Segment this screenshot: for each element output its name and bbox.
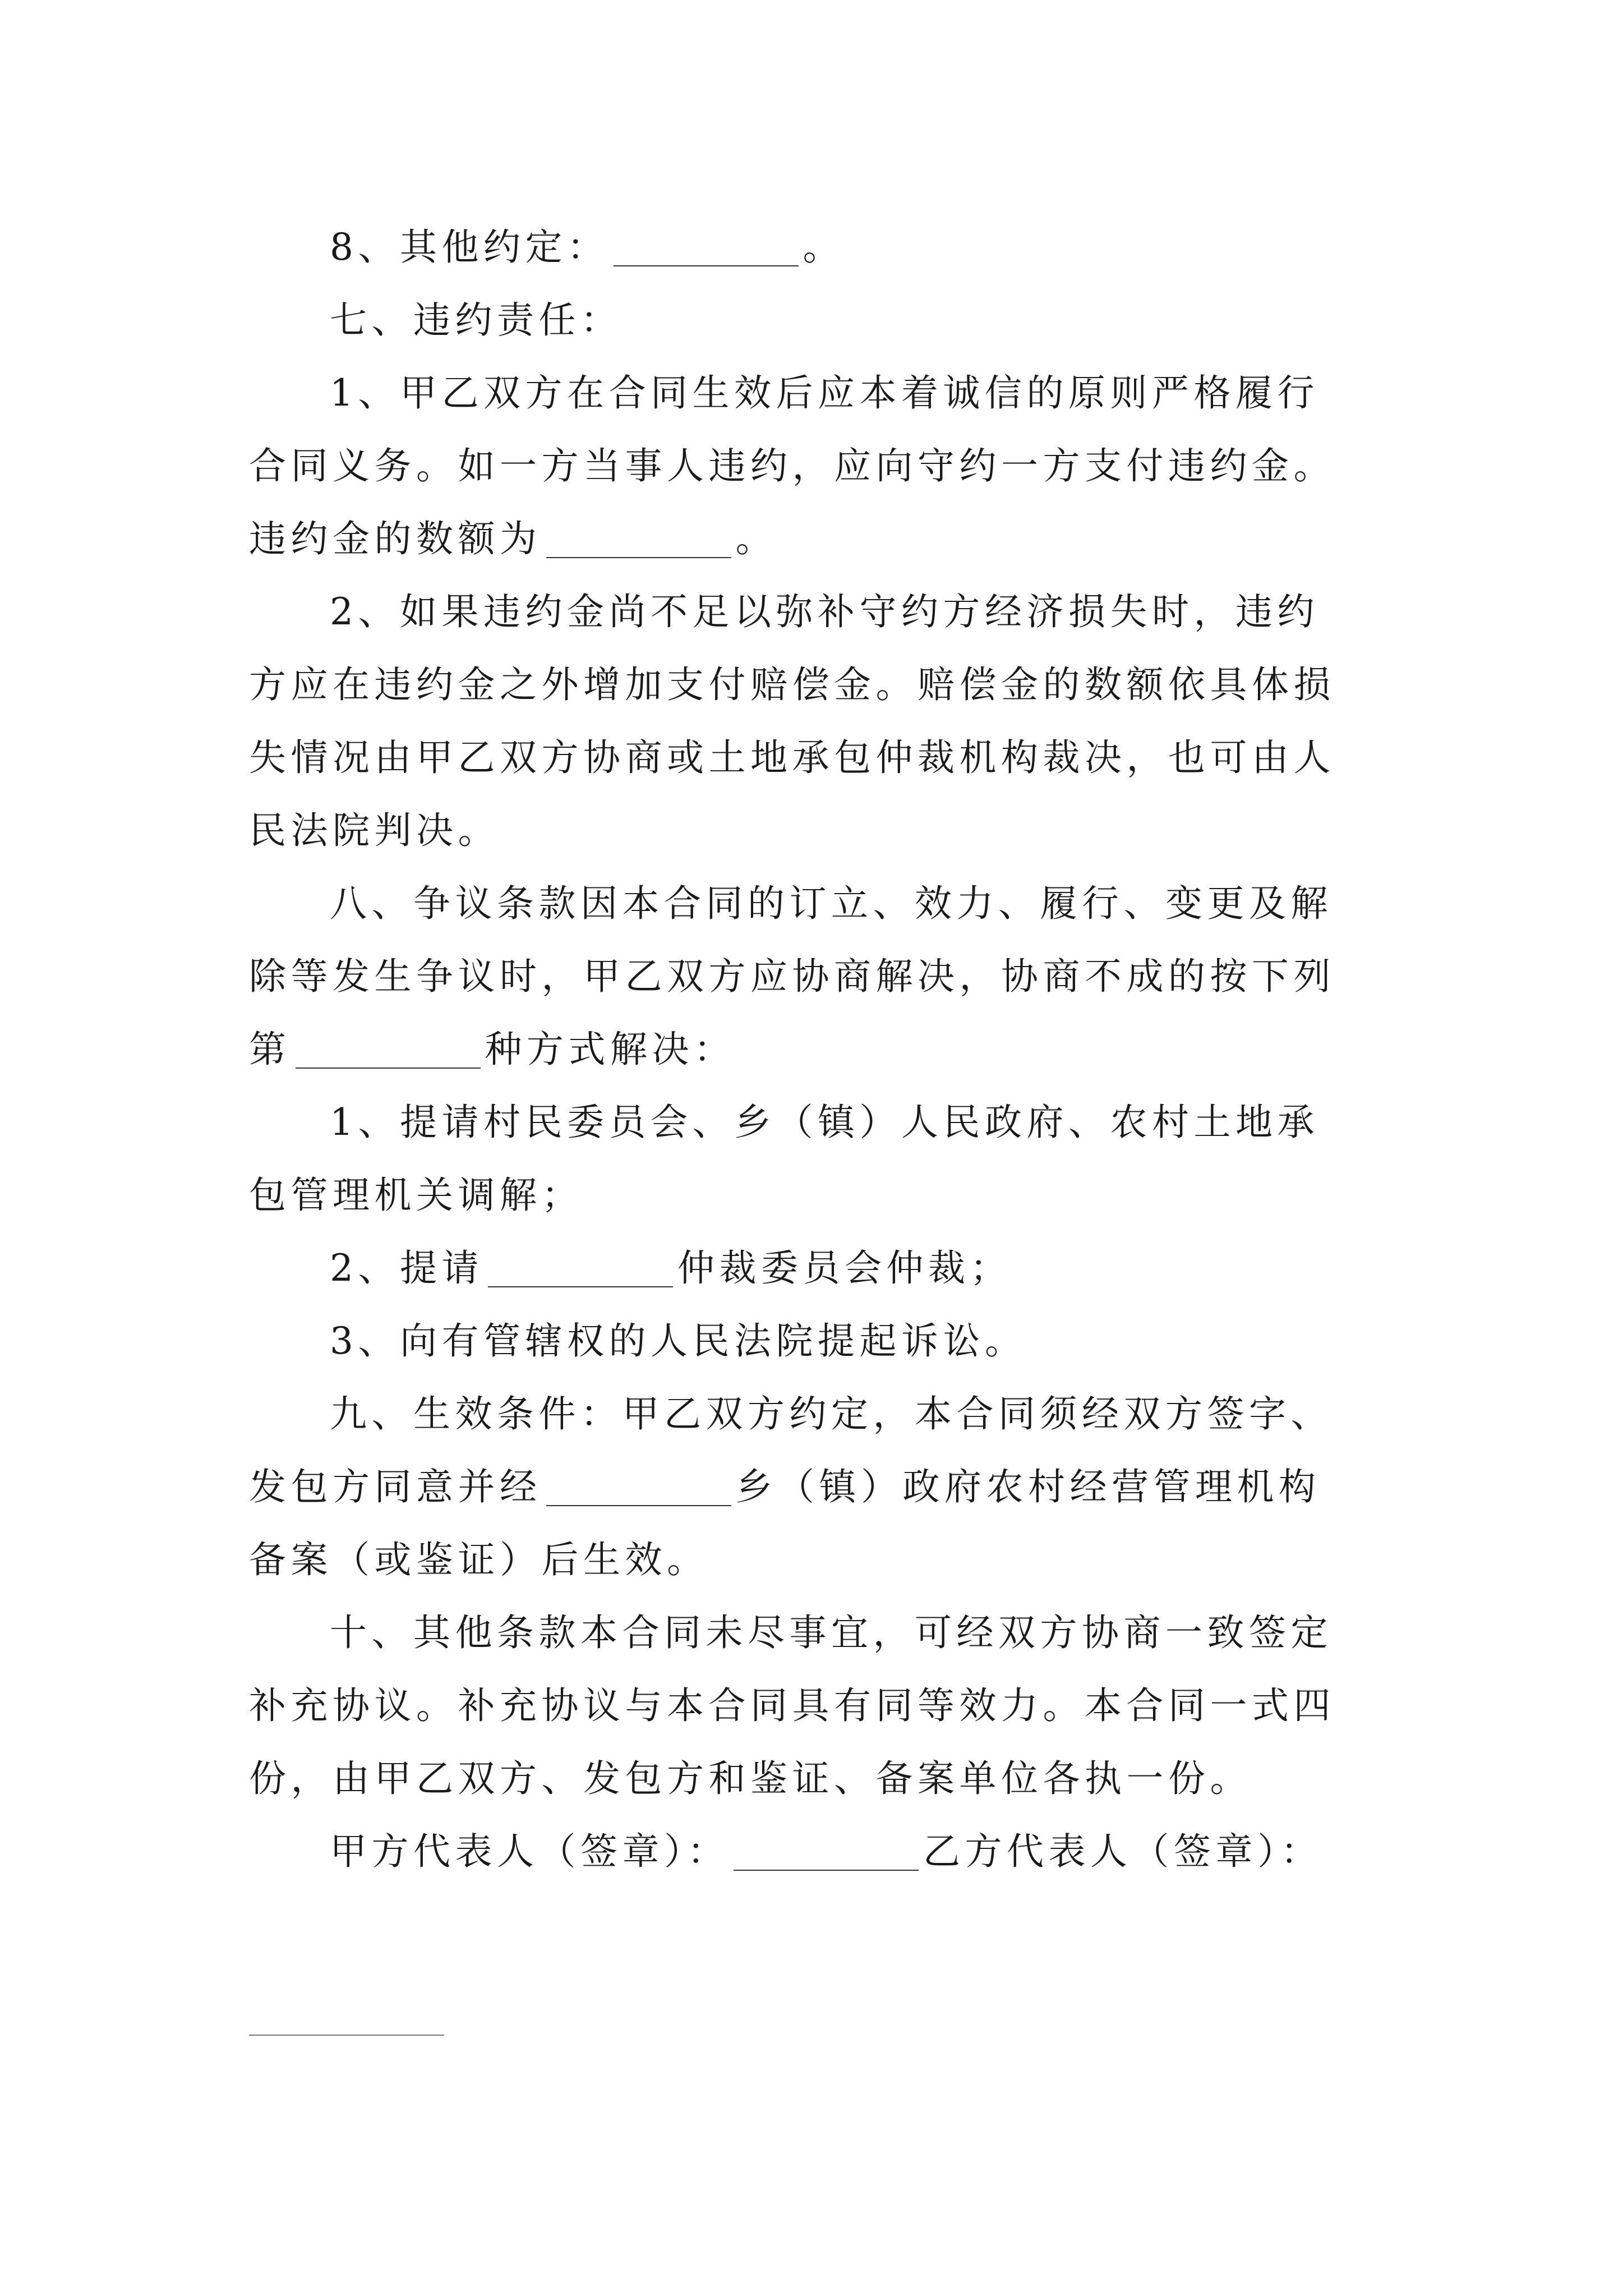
signature-blank-rule <box>249 2035 444 2036</box>
paragraph-line: 失情况由甲乙双方协商或土地承包仲裁机构裁决，也可由人 <box>249 736 1335 779</box>
paragraph-line: 包管理机关调解； <box>249 1174 583 1217</box>
signature-blank <box>734 1834 919 1871</box>
paragraph-line: 2、提请 仲裁委员会仲裁； <box>330 1246 1012 1290</box>
section-10-other-clauses: 十、其他条款本合同未尽事宜，可经双方协商一致签定 <box>330 1611 1332 1654</box>
paragraph-line: 份，由甲乙双方、发包方和鉴证、备案单位各执一份。 <box>249 1757 1252 1800</box>
paragraph-line: 1、提请村民委员会、乡（镇）人民政府、农村土地承 <box>330 1101 1319 1144</box>
section-9-effective-conditions: 九、生效条件：甲乙双方约定，本合同须经双方签字、 <box>330 1392 1332 1435</box>
fill-blank <box>546 521 731 558</box>
paragraph-line: 除等发生争议时，甲乙双方应协商解决，协商不成的按下列 <box>249 955 1335 998</box>
signature-line: 甲方代表人（签章）： 乙方代表人（签章）： <box>330 1830 1322 1873</box>
paragraph-line: 3、向有管辖权的人民法院提起诉讼。 <box>330 1319 1027 1363</box>
section-8-dispute: 八、争议条款因本合同的订立、效力、履行、变更及解 <box>330 882 1332 925</box>
paragraph-line: 1、甲乙双方在合同生效后应本着诚信的原则严格履行 <box>330 371 1319 415</box>
section-7-heading: 七、违约责任： <box>330 298 623 342</box>
paragraph-line: 发包方同意并经 乡（镇）政府农村经营管理机构 <box>249 1465 1321 1508</box>
paragraph-line: 第 种方式解决： <box>249 1028 736 1071</box>
fill-blank <box>488 1250 673 1287</box>
clause-8-other-agreement: 8、其他约定： 。 <box>330 226 845 269</box>
paragraph-line: 备案（或鉴证）后生效。 <box>249 1538 709 1581</box>
paragraph-line: 合同义务。如一方当事人违约，应向守约一方支付违约金。 <box>249 444 1335 487</box>
paragraph-line: 违约金的数额为 。 <box>249 517 777 560</box>
paragraph-line: 2、如果违约金尚不足以弥补守约方经济损失时，违约 <box>330 590 1319 633</box>
fill-blank <box>546 1469 731 1506</box>
paragraph-line: 补充协议。补充协议与本合同具有同等效力。本合同一式四 <box>249 1684 1335 1727</box>
fill-blank <box>614 229 799 266</box>
paragraph-line: 方应在违约金之外增加支付赔偿金。赔偿金的数额依具体损 <box>249 663 1335 706</box>
paragraph-line: 民法院判决。 <box>249 809 500 852</box>
fill-blank <box>296 1032 481 1069</box>
